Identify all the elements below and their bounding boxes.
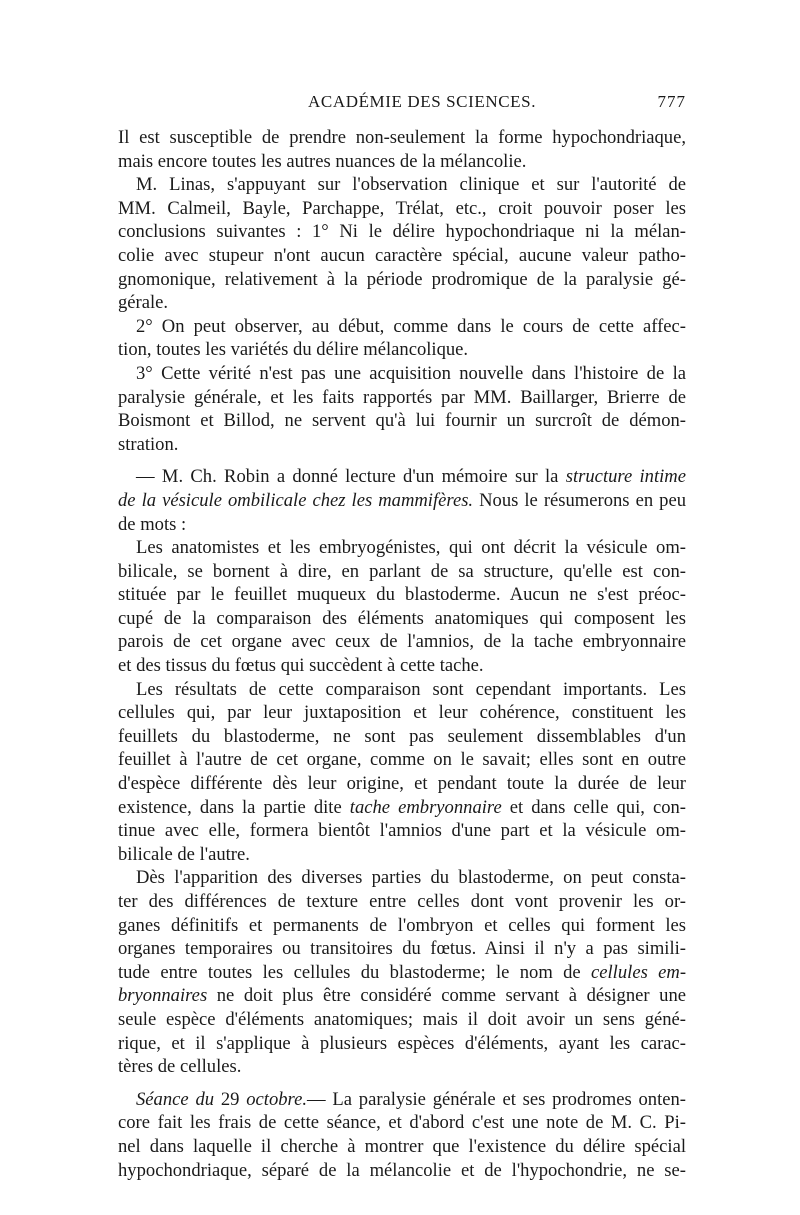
text-line bbox=[118, 984, 686, 1008]
text-run: et des tissus du fœtus qui succèdent à cette tache. bbox=[118, 655, 484, 677]
text-line bbox=[118, 220, 686, 244]
text-run: hypochondriaque, séparé de la mélancolie et de l'hypochondrie, ne se- bbox=[118, 1159, 686, 1181]
running-header bbox=[118, 92, 686, 118]
text-line bbox=[118, 819, 686, 843]
text-run: Boismont et Billod, ne servent qu'à lui fournir un surcroît de démon- bbox=[118, 410, 686, 432]
text-line bbox=[118, 536, 686, 560]
text-line bbox=[118, 560, 686, 584]
body-text bbox=[118, 126, 686, 1182]
text-line bbox=[118, 1111, 686, 1135]
text-line bbox=[118, 630, 686, 654]
text-run: rique, et il s'applique à plusieurs espèces d'éléments, ayant les carac- bbox=[118, 1032, 686, 1054]
text-run: et dans celle qui, con- bbox=[501, 796, 686, 818]
text-run: 3° Cette vérité n'est pas une acquisition nouvelle dans l'histoire de la bbox=[136, 362, 686, 384]
text-run: cellules qui, par leur juxtaposition et leur cohérence, constituent les bbox=[118, 702, 686, 724]
text-run: mais encore toutes les autres nuances de la mélancolie. bbox=[118, 150, 527, 172]
text-line bbox=[118, 315, 686, 339]
text-line bbox=[118, 362, 686, 386]
text-line bbox=[118, 433, 686, 457]
text-line bbox=[118, 1159, 686, 1183]
text-line bbox=[118, 465, 686, 489]
text-run: conclusions suivantes : 1° Ni le délire hypochondriaque ni la mélan- bbox=[118, 221, 686, 243]
text-run: Nous le résumerons en peu bbox=[473, 489, 686, 511]
text-line bbox=[118, 748, 686, 772]
italic-text: structure intime bbox=[565, 466, 686, 488]
text-run: ne doit plus être considéré comme servant à désigner une bbox=[207, 985, 686, 1007]
text-line bbox=[118, 866, 686, 890]
text-run: gérale. bbox=[118, 292, 169, 314]
italic-text: bryonnaires bbox=[118, 985, 208, 1007]
text-run: core fait les frais de cette séance, et d'abord c'est une note de M. C. Pi- bbox=[118, 1112, 686, 1134]
text-line bbox=[118, 654, 686, 678]
paragraph-gap bbox=[118, 1079, 686, 1088]
text-line bbox=[118, 843, 686, 867]
text-run: — La paralysie générale et ses prodromes onten- bbox=[307, 1088, 686, 1110]
italic-text: Séance du bbox=[136, 1088, 215, 1110]
text-line bbox=[118, 173, 686, 197]
text-run: gnomonique, relativement à la période prodromique de la paralysie gé- bbox=[118, 268, 686, 290]
text-line bbox=[118, 197, 686, 221]
text-line bbox=[118, 489, 686, 513]
text-run: feuillet à l'autre de cet organe, comme on le savait; elles sont en outre bbox=[118, 749, 686, 771]
text-run: MM. Calmeil, Bayle, Parchappe, Trélat, etc., croit pouvoir poser les bbox=[118, 197, 686, 219]
text-line bbox=[118, 678, 686, 702]
text-run: tude entre toutes les cellules du blastoderme; le nom de bbox=[118, 961, 592, 983]
text-run: parois de cet organe avec ceux de l'amnios, de la tache embryonnaire bbox=[118, 631, 686, 653]
text-run: organes temporaires ou transitoires du fœtus. Ainsi il n'y a pas simili- bbox=[118, 938, 686, 960]
text-run: cupé de la comparaison des éléments anatomiques qui composent les bbox=[118, 607, 686, 629]
text-line bbox=[118, 1055, 686, 1079]
text-line bbox=[118, 890, 686, 914]
text-line bbox=[118, 772, 686, 796]
text-line bbox=[118, 607, 686, 631]
text-run: tères de cellules. bbox=[118, 1056, 242, 1078]
text-line bbox=[118, 244, 686, 268]
text-line bbox=[118, 150, 686, 174]
text-run: M. Linas, s'appuyant sur l'observation clinique et sur l'autorité de bbox=[136, 174, 686, 196]
text-run: seule espèce d'éléments anatomiques; mais il doit avoir un sens géné- bbox=[118, 1008, 686, 1030]
text-line bbox=[118, 1088, 686, 1112]
text-line bbox=[118, 1135, 686, 1159]
text-line bbox=[118, 409, 686, 433]
text-line bbox=[118, 291, 686, 315]
text-line bbox=[118, 583, 686, 607]
text-line bbox=[118, 268, 686, 292]
text-run: Les anatomistes et les embryogénistes, qui ont décrit la vésicule om- bbox=[136, 537, 686, 559]
italic-text: cellules em- bbox=[591, 961, 687, 983]
italic-text: octobre. bbox=[246, 1088, 307, 1110]
text-line bbox=[118, 937, 686, 961]
text-line bbox=[118, 725, 686, 749]
text-line bbox=[118, 1008, 686, 1032]
paragraph-gap bbox=[118, 456, 686, 465]
text-line bbox=[118, 386, 686, 410]
text-line bbox=[118, 796, 686, 820]
text-run: existence, dans la partie dite bbox=[118, 796, 350, 818]
text-run: bilicale, se bornent à dire, en parlant de sa structure, qu'elle est con- bbox=[118, 560, 686, 582]
text-line bbox=[118, 338, 686, 362]
text-run: paralysie générale, et les faits rapportés par MM. Baillarger, Brierre de bbox=[118, 386, 686, 408]
text-run: feuillets du blastoderme, ne sont pas seulement dissemblables d'un bbox=[118, 725, 686, 747]
text-line bbox=[118, 1032, 686, 1056]
text-line bbox=[118, 701, 686, 725]
text-run: 2° On peut observer, au début, comme dans le cours de cette affec- bbox=[136, 315, 686, 337]
text-run: de mots : bbox=[118, 513, 187, 535]
text-line bbox=[118, 914, 686, 938]
text-run: bilicale de l'autre. bbox=[118, 843, 250, 865]
text-line bbox=[118, 126, 686, 150]
text-run: stituée par le feuillet muqueux du blastoderme. Aucun ne s'est préoc- bbox=[118, 584, 686, 606]
text-run: Il est susceptible de prendre non-seulement la forme hypochondriaque, bbox=[118, 127, 686, 148]
text-run: — M. Ch. Robin a donné lecture d'un mémoire sur la bbox=[136, 466, 566, 488]
text-run: Les résultats de cette comparaison sont cependant importants. Les bbox=[136, 678, 686, 700]
text-run: tinue avec elle, formera bientôt l'amnios d'une part et la vésicule om- bbox=[118, 820, 686, 842]
text-run: ganes définitifs et permanents de l'ombryon et celles qui forment les bbox=[118, 914, 686, 936]
text-run: 29 bbox=[214, 1088, 247, 1110]
text-run: ter des différences de texture entre celles dont vont provenir les or- bbox=[118, 891, 686, 912]
text-run: colie avec stupeur n'ont aucun caractère spécial, aucune valeur patho- bbox=[118, 244, 686, 266]
italic-text: de la vésicule ombilicale chez les mammifères. bbox=[118, 489, 474, 511]
text-run: d'espèce différente dès leur origine, et pendant toute la durée de leur bbox=[118, 773, 686, 795]
text-run: nel dans laquelle il cherche à montrer que l'existence du délire spécial bbox=[118, 1135, 686, 1157]
text-line bbox=[118, 961, 686, 985]
italic-text: tache embryonnaire bbox=[349, 796, 502, 818]
text-run: stration. bbox=[118, 433, 179, 455]
running-title: ACADÉMIE DES SCIENCES. bbox=[308, 92, 537, 111]
text-run: tion, toutes les variétés du délire mélancolique. bbox=[118, 339, 469, 361]
text-line bbox=[118, 513, 686, 537]
text-run: Dès l'apparition des diverses parties du blastoderme, on peut consta- bbox=[136, 867, 686, 889]
page-number: 777 bbox=[657, 92, 686, 111]
